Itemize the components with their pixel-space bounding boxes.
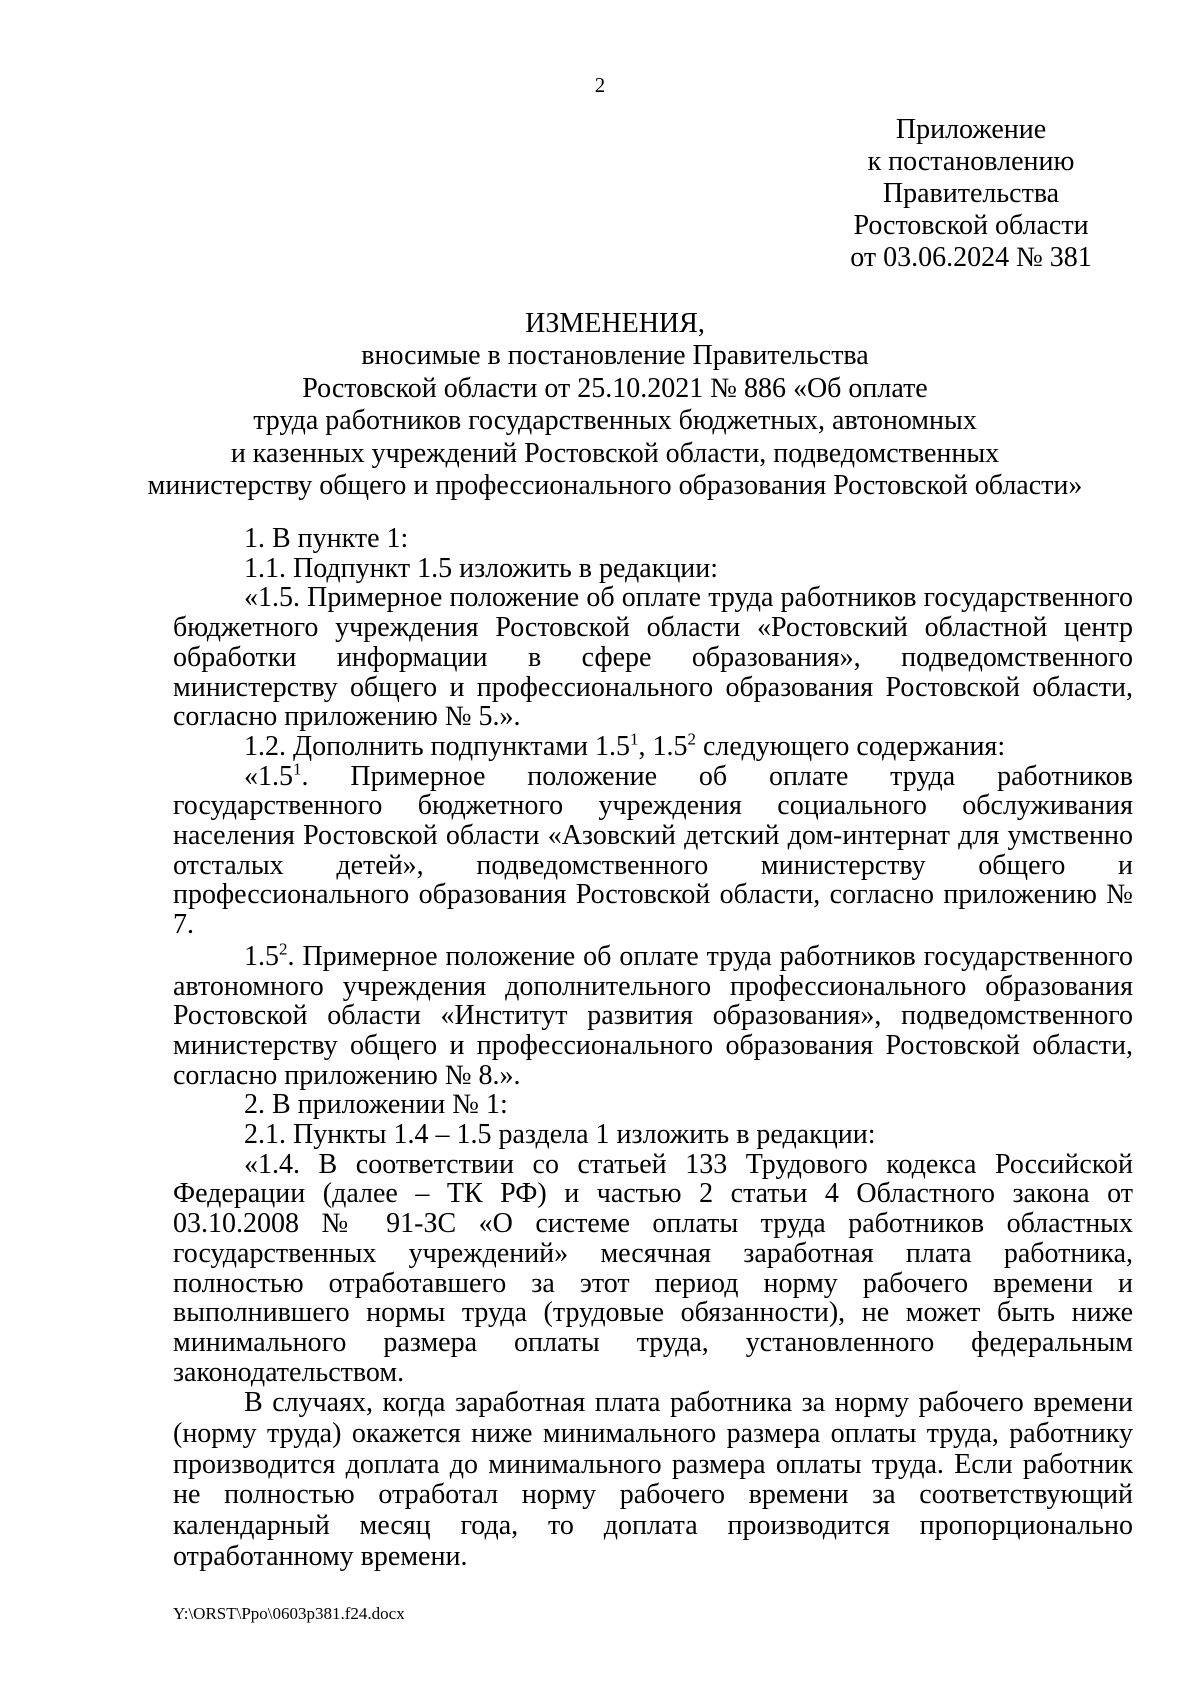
- superscript: 1: [293, 759, 302, 779]
- approval-line: Правительства: [882, 178, 1060, 209]
- paragraph: 2. В приложении № 1:: [244, 1089, 508, 1121]
- text-run: «1.5: [244, 760, 293, 792]
- document-body: [173, 524, 1133, 1387]
- subtitle-line: министерству общего и профессионального образования Ростовской области»: [147, 470, 1083, 501]
- paragraph: В случаях, когда заработная плата работника за норму рабочего времени (норму труда) окажется ниже минимального размера оплаты труда, работнику производится доплата до минимального размера оплаты труда. Если работник не полностью отработал норму рабочего времени за соответствующий календарный месяц года, то доплата производится пропорционально отработанному времени.: [173, 1387, 1133, 1572]
- approval-line: Ростовской области: [853, 210, 1089, 241]
- document-title: ИЗМЕНЕНИЯ,: [525, 308, 705, 339]
- superscript: 2: [687, 729, 696, 749]
- subtitle-line: труда работников государственных бюджетных, автономных: [253, 405, 977, 436]
- text-run: следующего содержания:: [696, 730, 1006, 762]
- paragraph: 2.1. Пункты 1.4 – 1.5 раздела 1 изложить в редакции:: [244, 1119, 876, 1151]
- superscript: 1: [630, 729, 639, 749]
- approval-line: Приложение: [895, 114, 1047, 145]
- paragraph: [173, 939, 1133, 1091]
- superscript: 2: [279, 939, 288, 959]
- subtitle-line: вносимые в постановление Правительства: [361, 340, 869, 371]
- subtitle-line: Ростовской области от 25.10.2021 № 886 «Об оплате: [302, 372, 928, 404]
- approval-block: [846, 114, 1096, 274]
- text-run: , 1.5: [638, 730, 688, 762]
- subtitle-line: и казенных учреждений Ростовской области, подведомственных: [230, 437, 1000, 469]
- paragraph: 1.1. Подпункт 1.5 изложить в редакции:: [244, 552, 719, 584]
- approval-line: от 03.06.2024 № 381: [850, 242, 1092, 273]
- approval-line: к постановлению: [867, 146, 1075, 177]
- paragraph: «1.4. В соответствии со статьей 133 Трудового кодекса Российской Федерации (далее – ТК РФ) и частью 2 статьи 4 Областного закона от 03.10.2008 № 91-ЗС «О системе оплаты труда работников областных государственных учреждений» месячная заработная плата работника, полностью отработавшего за этот период норму рабочего времени и выполнившего нормы труда (трудовые обязанности), не может быть ниже минимального размера оплаты труда, установленного федеральным законодательством.: [173, 1148, 1133, 1388]
- text-run: 1.2. Дополнить подпунктами 1.5: [244, 730, 630, 762]
- page-number: 2: [594, 73, 606, 97]
- text-run: 1.5: [244, 940, 279, 972]
- paragraph: «1.5. Примерное положение об оплате труда работников государственного бюджетного учреждения Ростовской области «Ростовский областной центр обработки информации в сфере образования», подведомственного министерству общего и профессионального образования Ростовской области, согласно приложению № 5.».: [173, 582, 1133, 733]
- paragraph: 1. В пункте 1:: [244, 523, 409, 554]
- file-path-footer: Y:\ORST\Ppo\0603p381.f24.docx: [173, 1604, 405, 1623]
- text-run: . Примерное положение об оплате труда работников государственного бюджетного учреждения социального обслуживания населения Ростовской области «Азовский детский дом-интернат для умственно отсталых детей», подведомственного министерству общего и профессионального образования Ростовской области, согласно приложению № 7.: [173, 760, 1133, 941]
- paragraph: [173, 759, 1133, 941]
- text-run: . Примерное положение об оплате труда работников государственного автономного учреждения дополнительного профессионального образования Ростовской области «Институт развития образования», подведомственного министерству общего и профессионального образования Ростовской области, согласно приложению № 8.».: [173, 940, 1133, 1091]
- paragraph: [173, 729, 1133, 762]
- document-subtitle: [0, 340, 1200, 503]
